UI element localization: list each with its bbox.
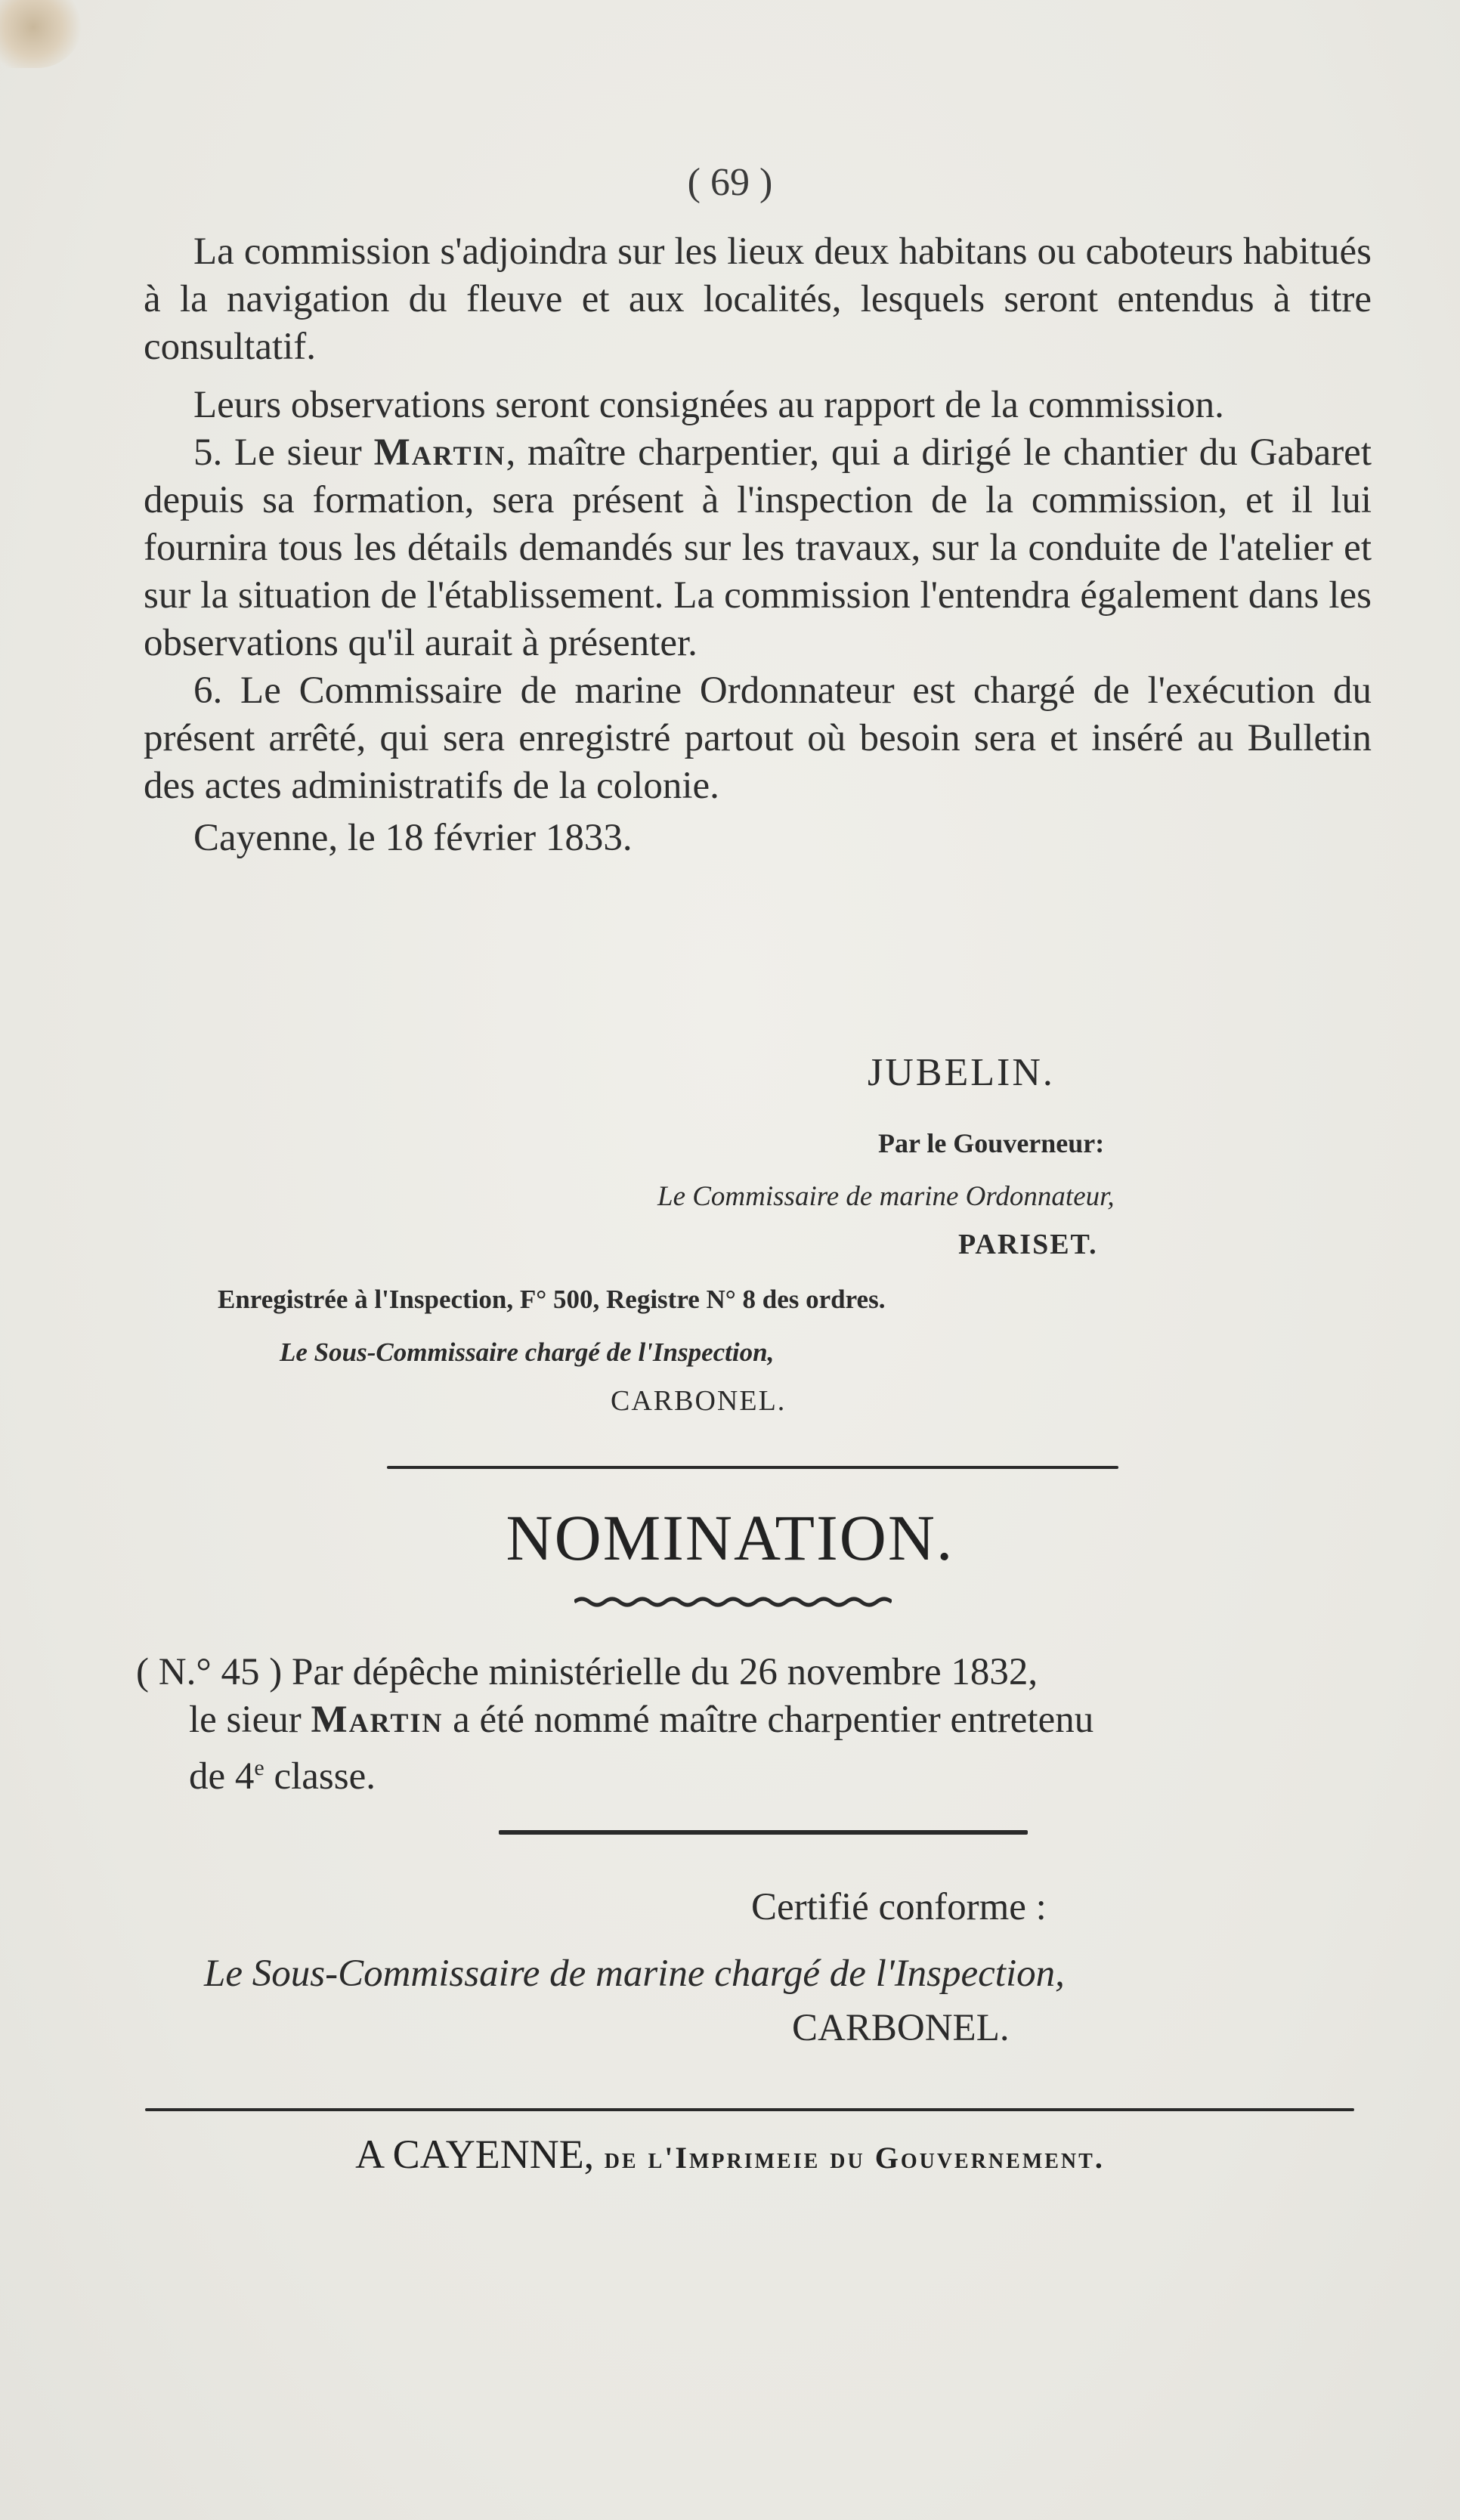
certification-title: Le Sous-Commissaire de marine chargé de l'Inspection, xyxy=(204,1953,1065,1995)
section-heading: NOMINATION. xyxy=(506,1501,954,1574)
paragraph-article-6: 6. Le Commissaire de marine Ordonnateur est chargé de l'exécution du présent arrêté, qui sera enregistré partout où besoin sera et inséré au Bulletin des actes administratifs de la colonie. xyxy=(144,669,1372,807)
nomination-line-1: ( N.° 45 ) Par dépêche ministérielle du 26 novembre 1832, xyxy=(136,1651,1038,1693)
imprint-footer: A CAYENNE, de l'Imprimeie du Gouvernement. xyxy=(355,2132,1105,2177)
page-number: ( 69 ) xyxy=(687,161,773,204)
nomination-line-3: de 4e classe. xyxy=(189,1755,376,1798)
nomination-divider xyxy=(499,1830,1028,1835)
ornament-wave xyxy=(574,1596,892,1608)
par-le-gouverneur: Par le Gouverneur: xyxy=(878,1128,1105,1158)
paragraph-article-5: 5. Le sieur Martin, maître charpentier, qui a dirigé le chantier du Gabaret depuis sa formation, sera présent à l'inspection de la commission, et il lui fournira tous les détails demandés sur les travaux, sur la conduite de l'atelier et sur la situation de l'établissement. La commission l'entendra également dans les observations qu'il aurait à présenter. xyxy=(144,431,1372,664)
commissaire-title: Le Commissaire de marine Ordonnateur, xyxy=(657,1181,1115,1212)
nomination-text xyxy=(136,1649,1375,1801)
certification-name: CARBONEL. xyxy=(792,2007,1010,2049)
name-martin: Martin xyxy=(373,431,506,474)
signature-carbonel: CARBONEL. xyxy=(611,1385,787,1417)
paragraph-observations: Leurs observations seront consignées au rapport de la commission. xyxy=(193,384,1224,426)
signature-pariset: PARISET. xyxy=(958,1229,1098,1260)
signature-jubelin: JUBELIN. xyxy=(868,1051,1055,1094)
date-line: Cayenne, le 18 février 1833. xyxy=(193,817,633,859)
sous-commissaire-title: Le Sous-Commissaire chargé de l'Inspection, xyxy=(280,1337,775,1367)
certifie-conforme: Certifié conforme : xyxy=(751,1886,1047,1928)
page-stain xyxy=(0,0,83,68)
registration-line: Enregistrée à l'Inspection, F° 500, Registre N° 8 des ordres. xyxy=(218,1285,886,1314)
nomination-line-2: le sieur Martin a été nommé maître charpentier entretenu xyxy=(189,1699,1094,1741)
body-text xyxy=(144,228,1372,862)
footer-divider xyxy=(145,2108,1354,2111)
section-divider xyxy=(387,1466,1118,1469)
paragraph-commission: La commission s'adjoindra sur les lieux deux habitans ou caboteurs habitués à la navigation du fleuve et aux localités, lesquels seront entendus à titre consultatif. xyxy=(144,230,1372,368)
